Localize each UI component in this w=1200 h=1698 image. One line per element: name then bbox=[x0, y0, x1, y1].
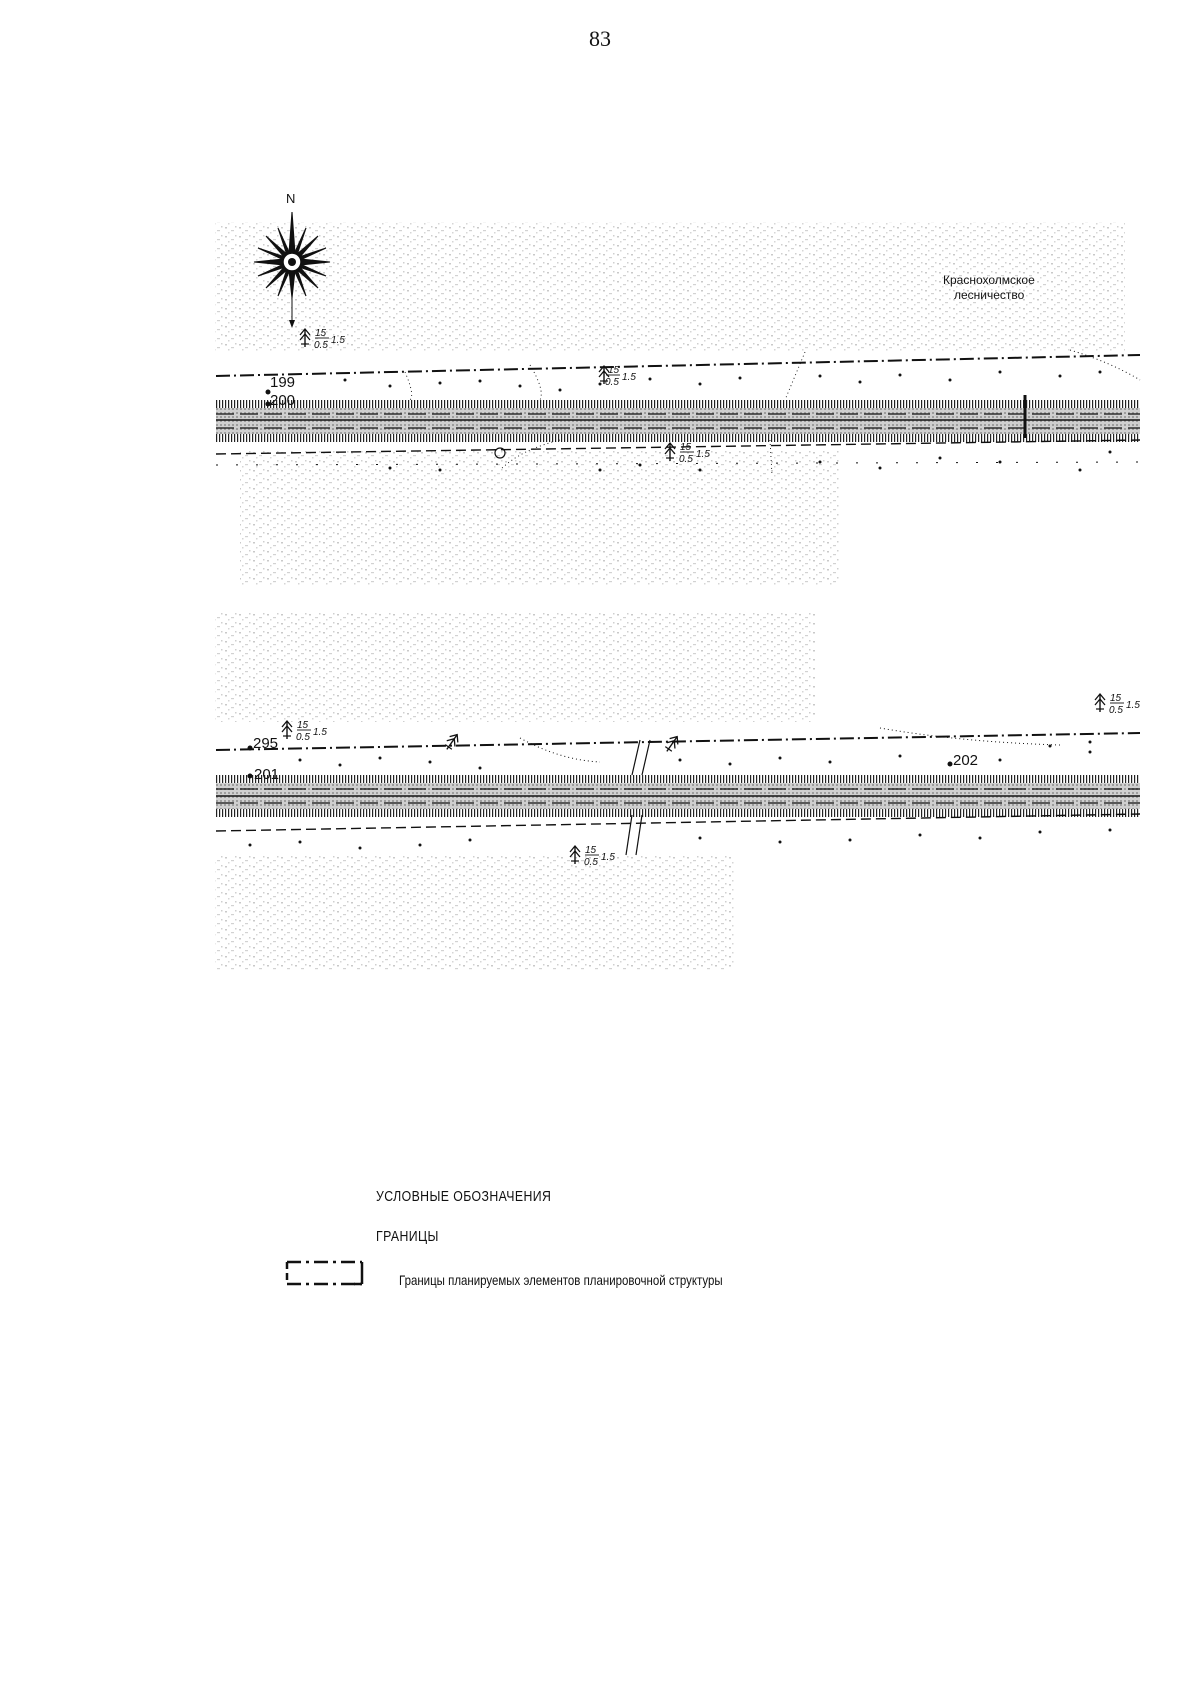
forest-zone-mid-b bbox=[215, 612, 815, 722]
conifer-tree-icon bbox=[570, 846, 580, 864]
svg-text:0.5: 0.5 bbox=[314, 340, 328, 351]
boundary-point-295[interactable] bbox=[248, 735, 279, 752]
conifer-tree-icon bbox=[443, 732, 462, 752]
legend-title: УСЛОВНЫЕ ОБОЗНАЧЕНИЯ bbox=[376, 1188, 552, 1205]
svg-text:15: 15 bbox=[297, 720, 309, 731]
svg-text:15: 15 bbox=[585, 845, 597, 856]
legend-section-boundaries: ГРАНИЦЫ bbox=[376, 1228, 439, 1245]
svg-text:1.5: 1.5 bbox=[331, 335, 345, 346]
svg-text:199: 199 bbox=[270, 374, 296, 391]
svg-text:1.5: 1.5 bbox=[313, 727, 327, 738]
svg-text:200: 200 bbox=[270, 392, 296, 409]
svg-text:0.5: 0.5 bbox=[679, 454, 693, 465]
svg-text:15: 15 bbox=[680, 442, 692, 453]
forestry-label-line1: Краснохолмское bbox=[943, 273, 1035, 287]
boundary-point-200[interactable] bbox=[266, 392, 296, 409]
conifer-tree-icon bbox=[665, 443, 675, 461]
north-label: N bbox=[286, 191, 296, 206]
svg-text:1.5: 1.5 bbox=[601, 852, 615, 863]
svg-text:1.5: 1.5 bbox=[1126, 700, 1140, 711]
svg-text:202: 202 bbox=[953, 752, 979, 769]
forest-zone-bottom bbox=[215, 855, 735, 970]
svg-text:295: 295 bbox=[253, 735, 279, 752]
road-corridor-lower bbox=[216, 728, 1140, 855]
svg-text:15: 15 bbox=[1110, 693, 1122, 704]
boundary-point-202[interactable] bbox=[948, 752, 979, 769]
forest-zone-top bbox=[215, 222, 1125, 352]
svg-text:15: 15 bbox=[608, 365, 620, 376]
svg-text:1.5: 1.5 bbox=[622, 372, 636, 383]
forest-stand-4 bbox=[1095, 693, 1140, 716]
forest-stand-5 bbox=[282, 720, 327, 743]
forest-zone-mid-a bbox=[240, 450, 840, 585]
svg-text:0.5: 0.5 bbox=[584, 857, 598, 868]
svg-text:15: 15 bbox=[315, 328, 327, 339]
forestry-label-line2: лесничество bbox=[954, 288, 1025, 302]
legend-item-label: Границы планируемых элементов планировочной структуры bbox=[399, 1272, 723, 1288]
svg-text:0.5: 0.5 bbox=[1109, 705, 1123, 716]
conifer-tree-icon bbox=[1095, 694, 1105, 712]
page-number: 83 bbox=[589, 26, 611, 51]
svg-text:0.5: 0.5 bbox=[605, 377, 619, 388]
boundary-dash-dot-icon bbox=[284, 1259, 364, 1287]
conifer-tree-icon bbox=[282, 721, 292, 739]
svg-text:201: 201 bbox=[254, 766, 280, 783]
svg-text:1.5: 1.5 bbox=[696, 449, 710, 460]
svg-text:0.5: 0.5 bbox=[296, 732, 310, 743]
forest-stand-2 bbox=[599, 365, 636, 388]
conifer-tree-icon bbox=[663, 734, 682, 754]
